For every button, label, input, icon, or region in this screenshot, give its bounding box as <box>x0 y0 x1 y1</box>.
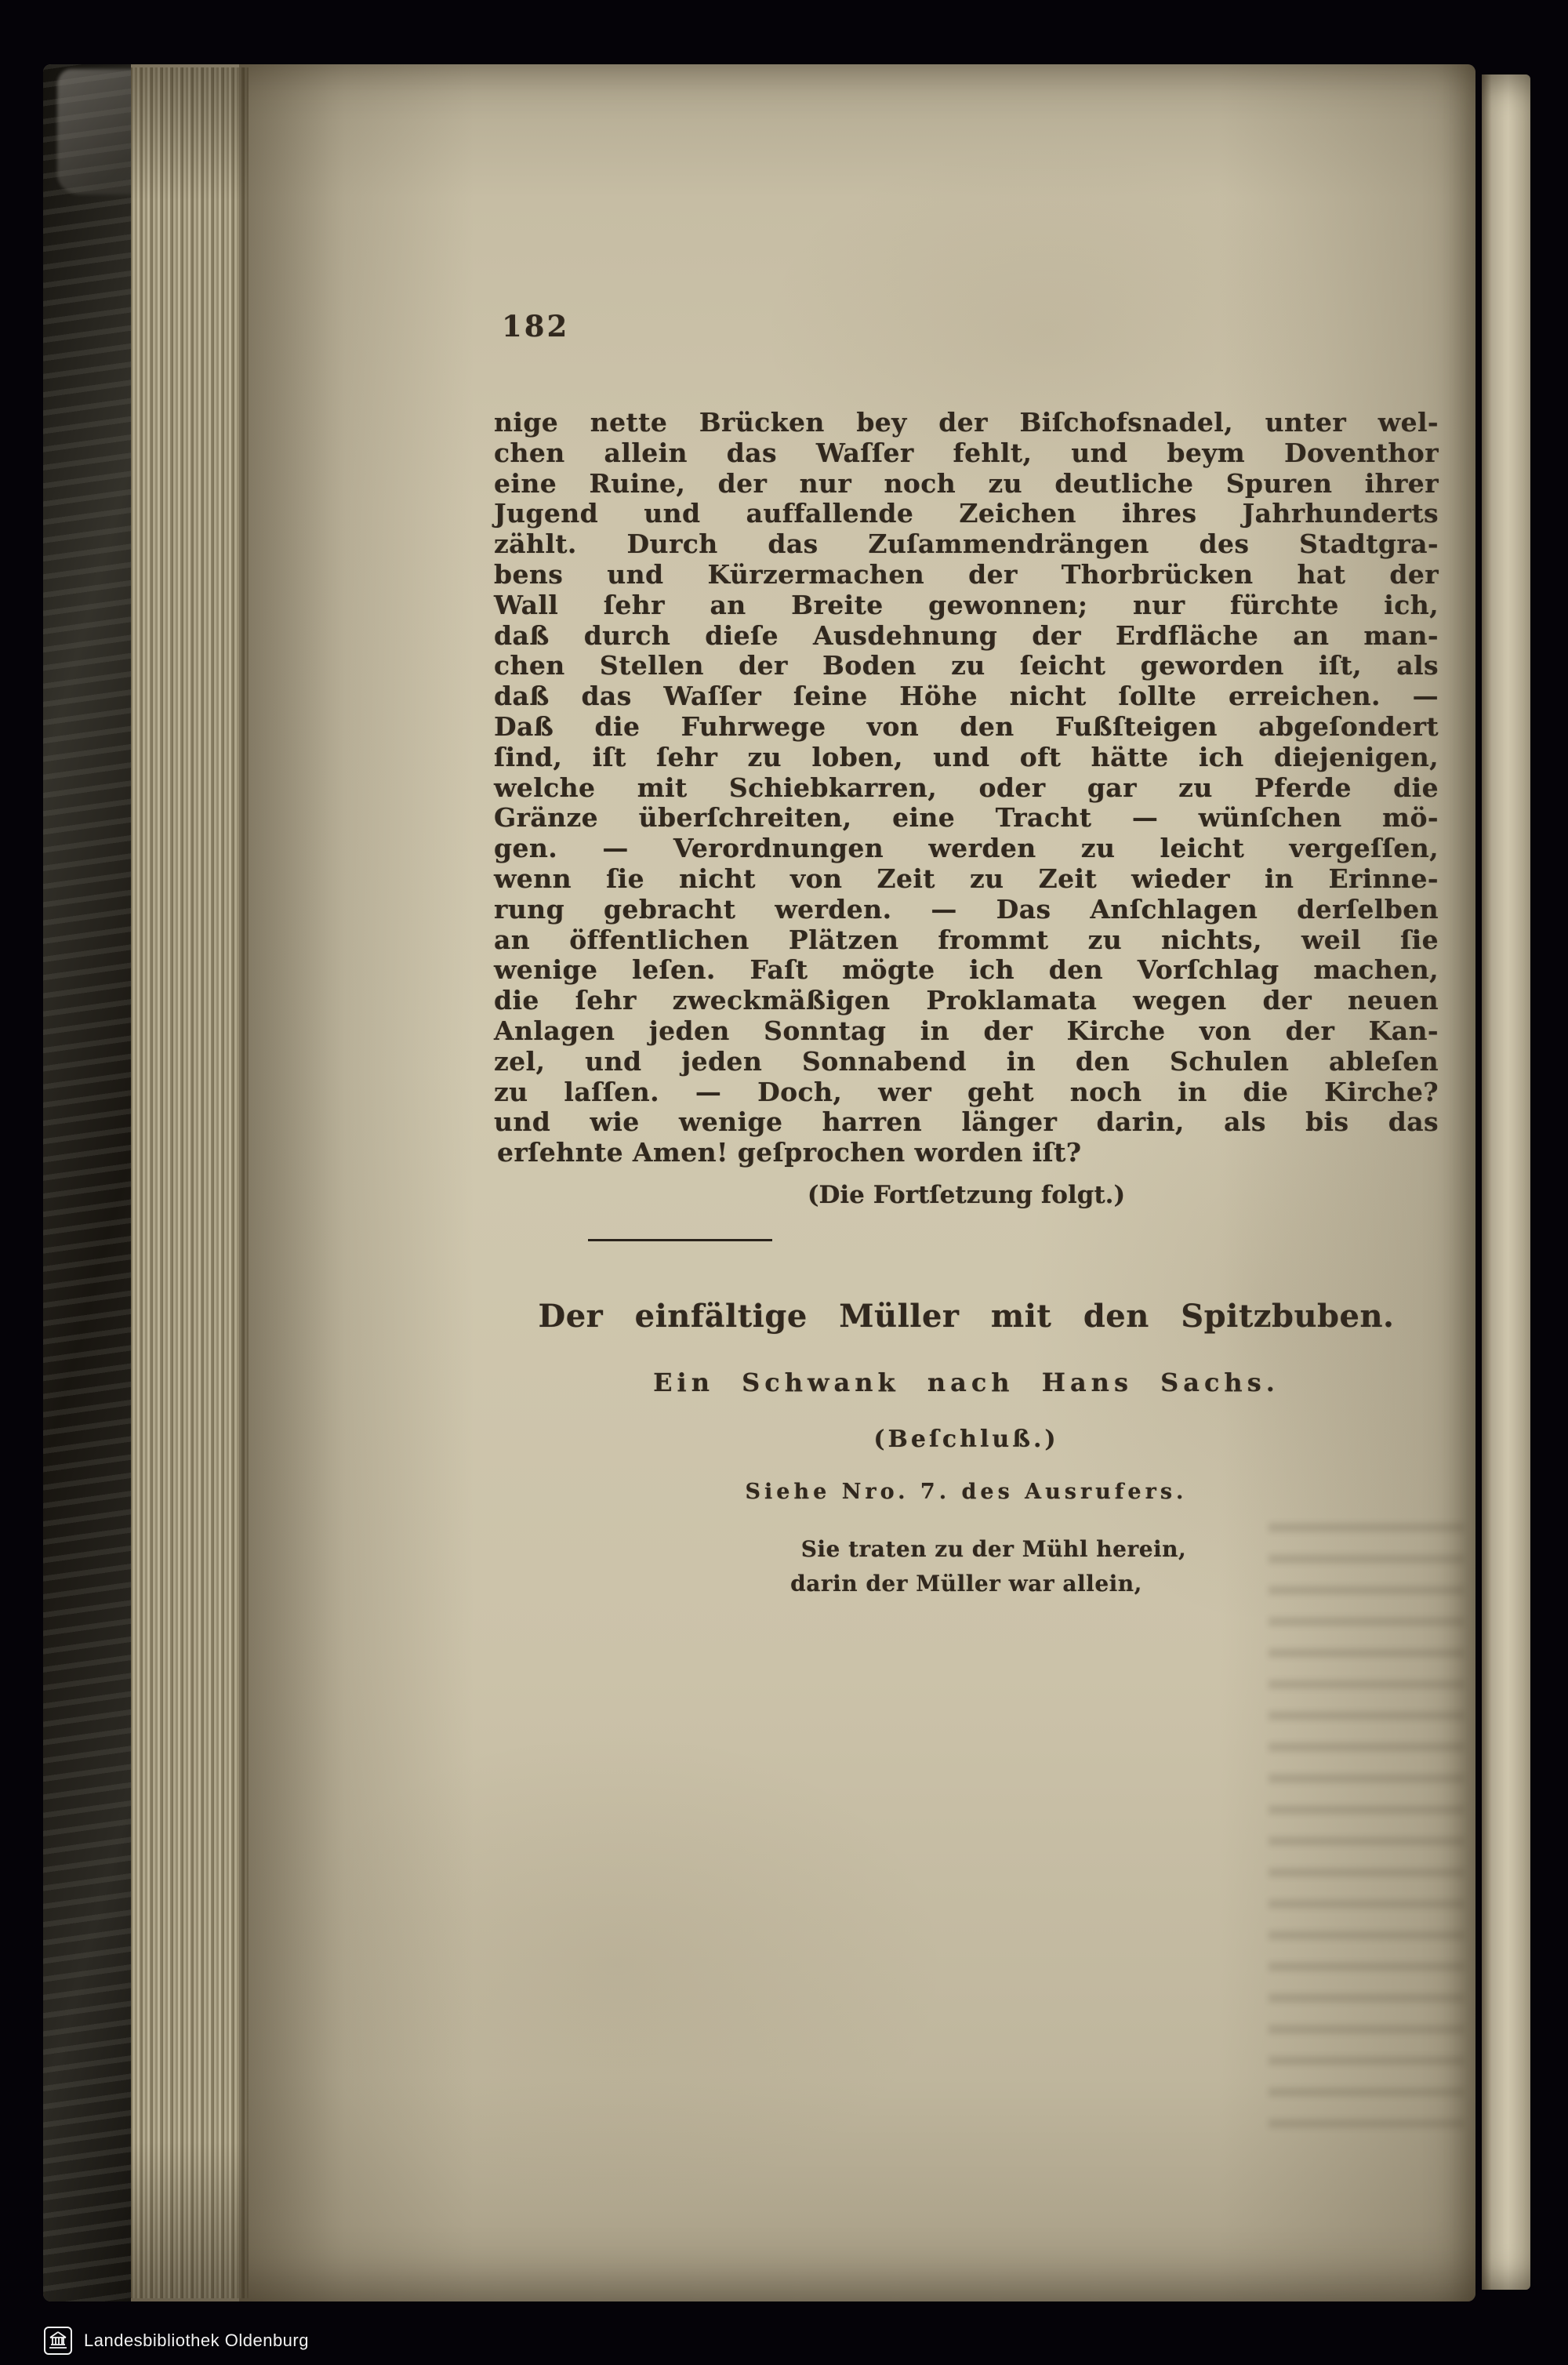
body-text-line: Jugend und auffallende Zeichen ihres Jahrhunderts <box>494 498 1439 529</box>
body-text-line: zählt. Durch das Zuſammendrängen des Stadtgra- <box>494 529 1439 560</box>
library-watermark <box>43 2326 309 2356</box>
gutter-shadow <box>239 64 474 2301</box>
body-text-line: bens und Kürzermachen der Thorbrücken hat der <box>494 558 1439 590</box>
adjacent-page-edge <box>1482 74 1530 2290</box>
body-text-line: rung gebracht werden. — Das Anſchlagen derſelben <box>494 893 1439 925</box>
body-text-line: wenn ſie nicht von Zeit zu Zeit wieder in Erinne- <box>494 863 1439 894</box>
section-divider <box>588 1239 772 1241</box>
library-name: Landesbibliothek Oldenburg <box>84 2330 309 2350</box>
body-text-line: Gränze überſchreiten, eine Tracht — wünſchen mö- <box>494 802 1439 834</box>
verse-block <box>494 1532 1439 1601</box>
body-text-line: eine Ruine, der nur noch zu deutliche Spuren ihrer <box>494 467 1439 499</box>
body-text-line: ſind, iſt ſehr zu loben, und oft hätte ich diejenigen, <box>494 741 1439 772</box>
body-text-line: Anlagen jeden Sonntag in der Kirche von der Kan- <box>494 1015 1439 1046</box>
text-column <box>494 408 1439 1601</box>
body-text-line: Wall ſehr an Breite gewonnen; nur fürchte ich, <box>494 589 1439 620</box>
body-text-line: Daß die Fuhrwege von den Fußſteigen abgeſondert <box>494 710 1439 742</box>
body-text-line: erſehnte Amen! geſprochen worden iſt? <box>497 1137 1082 1168</box>
body-text-line: und wie wenige harren länger darin, als bis das <box>494 1106 1439 1138</box>
body-text-line: daß das Waſſer ſeine Höhe nicht ſollte erreichen. — <box>494 681 1439 712</box>
article-body <box>494 408 1439 1168</box>
story-title: Der einfältige Müller mit den Spitzbuben. <box>538 1297 1395 1335</box>
continuation-note: (Die Fortſetzung folgt.) <box>807 1180 1126 1209</box>
page-stack-edges <box>131 67 249 2298</box>
page-content <box>494 64 1439 1601</box>
body-text-line: wenige leſen. Faſt mögte ich den Vorſchlag machen, <box>494 954 1439 986</box>
library-logo-icon <box>43 2326 73 2356</box>
book-page <box>43 64 1475 2301</box>
body-text-line: die ſehr zweckmäßigen Proklamata wegen der neuen <box>494 985 1439 1016</box>
ink-bleed-through <box>1269 1523 1465 2142</box>
body-text-line: chen Stellen der Boden zu ſeicht geworden iſt, als <box>494 650 1439 681</box>
book-cover-edge <box>43 64 131 2301</box>
verse-line: darin der Müller war allein, <box>790 1570 1142 1597</box>
body-text-line: chen allein das Waſſer fehlt, und beym Doventhor <box>494 437 1439 468</box>
issue-reference: Siehe Nro. 7. des Ausrufers. <box>745 1479 1188 1504</box>
body-text-line: zel, und jeden Sonnabend in den Schulen ableſen <box>494 1045 1439 1077</box>
body-text-line: an öffentlichen Plätzen frommt zu nichts, weil ſie <box>494 924 1439 955</box>
body-text-line: zu laſſen. — Doch, wer geht noch in die Kirche? <box>494 1076 1439 1107</box>
body-text-line: nige nette Brücken bey der Biſchofsnadel, unter wel- <box>494 407 1439 438</box>
story-subtitle: Ein Schwank nach Hans Sachs. <box>653 1367 1279 1397</box>
verse-line: Sie traten zu der Mühl herein, <box>800 1535 1187 1562</box>
body-text-line: welche mit Schiebkarren, oder gar zu Pferde die <box>494 772 1439 803</box>
body-text-line: daß durch dieſe Ausdehnung der Erdfläche an man- <box>494 619 1439 651</box>
page-number: 182 <box>502 309 570 343</box>
body-text-line: gen. — Verordnungen werden zu leicht vergeſſen, <box>494 833 1439 864</box>
part-note: (Beſchluß.) <box>873 1425 1059 1453</box>
